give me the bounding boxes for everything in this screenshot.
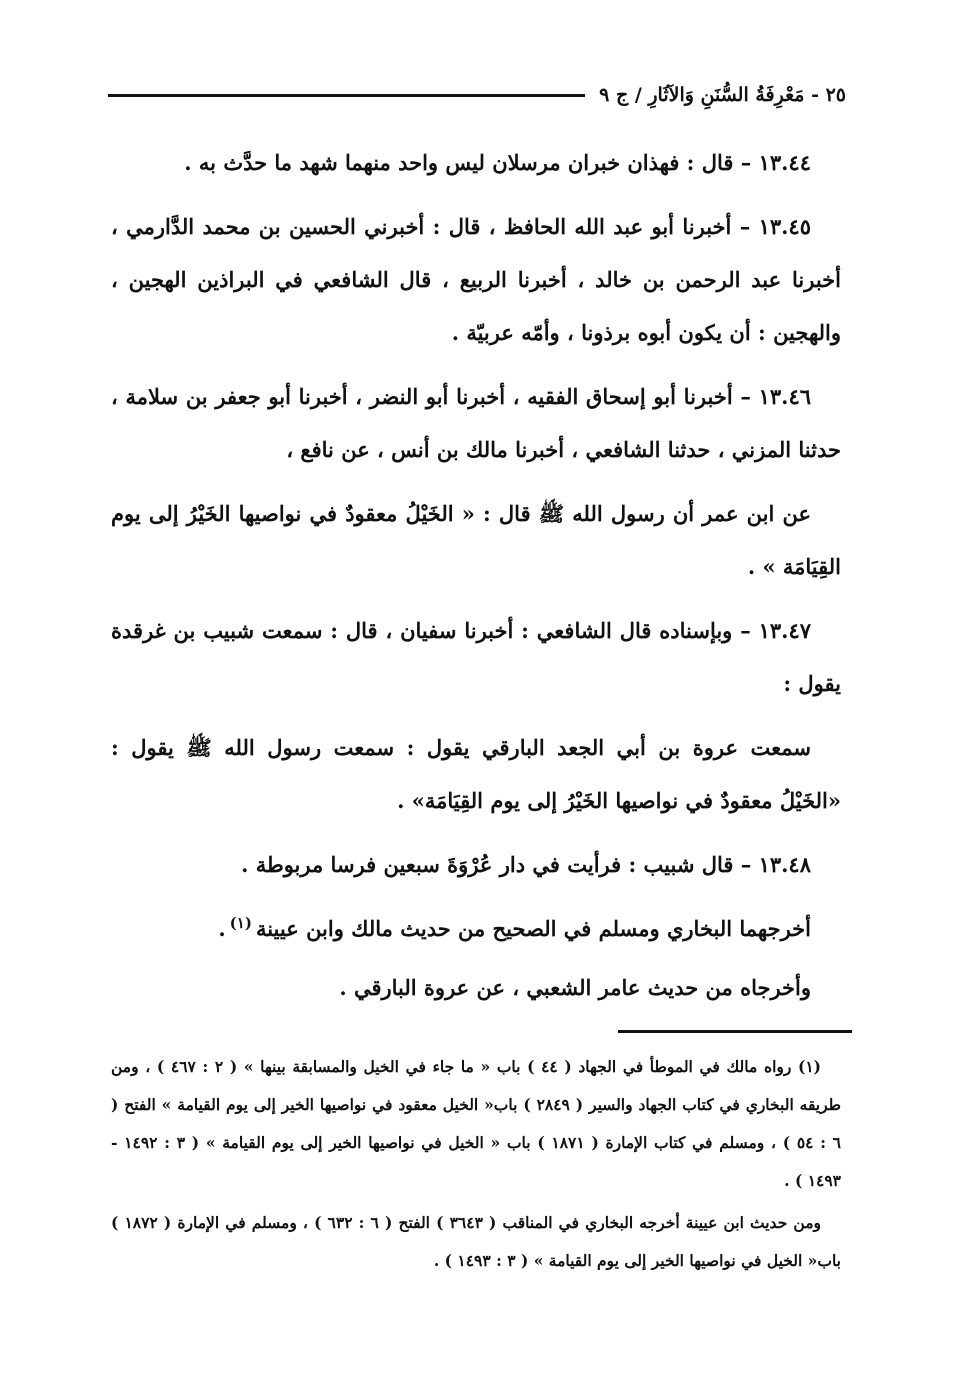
hadith-text-urwa [111,721,841,827]
footnote-reference[interactable]: (١) [229,914,252,932]
paragraph-number: ١٣.٤٨ [758,852,811,877]
paragraph-text: وأخرجاه من حديث عامر الشعبي ، عن عروة البارقي . [339,975,811,1000]
footnote-1-continued: ومن حديث ابن عيينة أخرجه البخاري في المناقب ( ٣٦٤٣ ) الفتح ( ٦ : ٦٣٢ ) ، ومسلم في الإمارة ( ١٨٧٢ ) باب« الخيل في نواصيها الخير إلى يوم القيامة » ( ٣ : ١٤٩٣ ) . [111,1213,841,1270]
paragraph-text: سمعت عروة بن أبي الجعد البارقي يقول : سمعت رسول الله ﷺ يقول : «الخَيْلُ معقودٌ في نواصيها الخَيْرُ إلى يوم القِيَامَة» . [111,735,841,813]
hadith-text-ibn-umar [111,487,841,593]
footnote-separator [618,1030,852,1033]
paragraph-13-45 [111,200,841,359]
paragraph-text: – أخبرنا أبو عبد الله الحافظ ، قال : أخبرني الحسين بن محمد الدَّارمي ، أخبرنا عبد الرحمن بن خالد ، أخبرنا الربيع ، قال الشافعي في البراذين الهجين ، والهجين : أن يكون أبوه برذونا ، وأمّه عربيّة . [111,214,841,345]
paragraph-text: – قال : فهذان خبران مرسلان ليس واحد منهما شهد ما حدَّث به . [184,150,752,175]
paragraph-end-mark: . [218,916,226,941]
paragraph-13-47 [111,604,841,710]
paragraph-text: – وبإسناده قال الشافعي : أخبرنا سفيان ، قال : سمعت شبيب بن غرقدة يقول : [111,618,841,696]
footnote-1: (١) رواه مالك في الموطأ في الجهاد ( ٤٤ ) باب « ما جاء في الخيل والمسابقة بينها » ( ٢ : ٤٦٧ ) ، ومن طريقه البخاري في كتاب الجهاد والسير ( ٢٨٤٩ ) باب« الخيل معقود في نواصيها الخير إلى يوم القيامة » الفتح ( ٦ : ٥٤ ) ، ومسلم في كتاب الإمارة ( ١٨٧١ ) باب « الخيل في نواصيها الخير إلى يوم القيامة » ( ٣ : ١٤٩٢ - ١٤٩٣ ) . [111,1057,841,1190]
paragraph-13-48 [111,838,841,891]
paragraph-number: ١٣.٤٤ [758,150,811,175]
paragraph-13-46 [111,370,841,476]
paragraph-number: ١٣.٤٧ [758,618,812,643]
takhrij-sentence [111,897,841,955]
paragraph-text: أخرجهما البخاري ومسلم في الصحيح من حديث مالك وابن عيينة [255,916,811,941]
main-text [111,136,841,1020]
page-header [108,80,846,110]
running-title: ٢٥ - مَعْرِفَةُ السُّنَنِ وَالآثَارِ / ج ٩ [599,84,846,106]
header-rule [108,94,585,97]
takhrij-sentence-second [111,961,841,1014]
paragraph-text: – أخبرنا أبو إسحاق الفقيه ، أخبرنا أبو النضر ، أخبرنا أبو جعفر بن سلامة ، حدثنا المزني ، حدثنا الشافعي ، أخبرنا مالك بن أنس ، عن نافع ، [111,384,841,462]
footnotes [111,1048,841,1284]
paragraph-13-44 [111,136,841,189]
paragraph-text: عن ابن عمر أن رسول الله ﷺ قال : « الخَيْلُ معقودٌ في نواصيها الخَيْرُ إلى يوم القِيَامَة » . [111,501,841,579]
paragraph-number: ١٣.٤٦ [758,384,812,409]
paragraph-number: ١٣.٤٥ [758,214,811,239]
paragraph-text: – قال شبيب : فرأيت في دار عُرْوَةَ سبعين فرسا مربوطة . [241,852,752,877]
